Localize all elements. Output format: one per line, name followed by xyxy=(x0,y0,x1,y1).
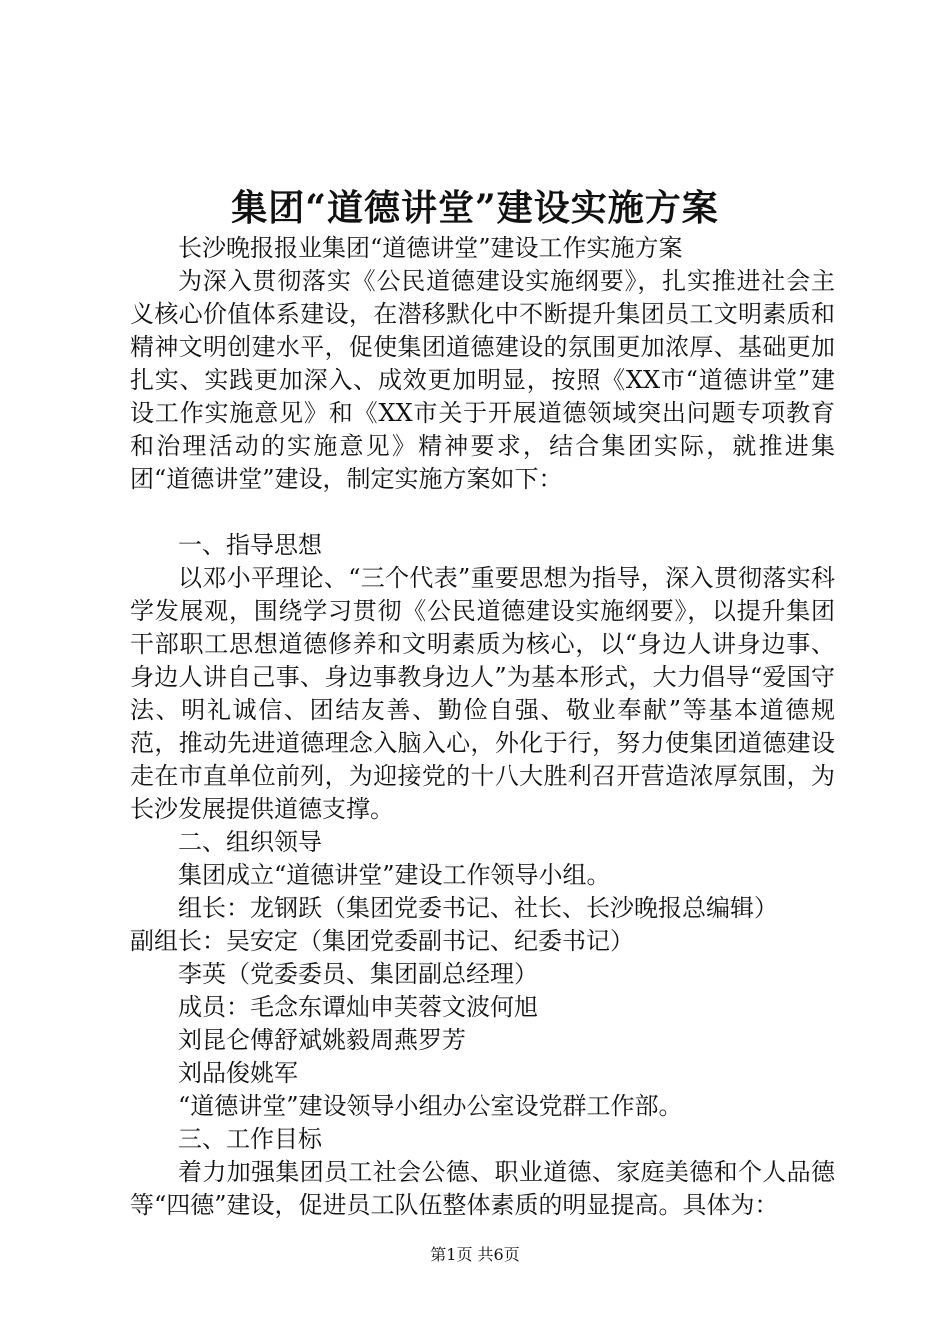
section-heading-organization: 二、组织领导 xyxy=(178,828,322,856)
document-body xyxy=(130,232,835,1222)
subtitle-paragraph: 长沙晚报报业集团“道德讲堂”建设工作实施方案 xyxy=(178,234,683,262)
members-line-2: 刘昆仑傅舒斌姚毅周燕罗芳 xyxy=(178,1026,466,1054)
leader-line: 组长：龙钢跃（集团党委书记、社长、长沙晚报总编辑） xyxy=(178,894,778,922)
goals-paragraph: 着力加强集团员工社会公德、职业道德、家庭美德和个人品德等“四德”建设，促进员工队伍整体素质的明显提高。具体为： xyxy=(130,1158,835,1219)
section-heading-goals: 三、工作目标 xyxy=(178,1125,322,1153)
deputy-leader-line: 副组长：吴安定（集团党委副书记、纪委书记） xyxy=(130,927,634,955)
section-heading-guiding-thought: 一、指导思想 xyxy=(178,531,322,559)
deputy-leader-line-2: 李英（党委委员、集团副总经理） xyxy=(178,960,538,988)
intro-paragraph: 为深入贯彻落实《公民道德建设实施纲要》，扎实推进社会主义核心价值体系建设，在潜移默化中不断提升集团员工文明素质和精神文明创建水平，促使集团道德建设的氛围更加浓厚、基础更加扎实、实践更加深入、成效更加明显，按照《XX市“道德讲堂”建设工作实施意见》和《XX市关于开展道德领域突出问题专项教育和治理活动的实施意见》精神要求，结合集团实际，就推进集团“道德讲堂”建设，制定实施方案如下： xyxy=(130,267,835,493)
page-number-footer: 第1页 共6页 xyxy=(430,1245,520,1264)
members-line-3: 刘品俊姚军 xyxy=(178,1059,298,1087)
paragraph-spacer xyxy=(130,496,835,529)
members-line-1: 成员：毛念东谭灿申芙蓉文波何旭 xyxy=(178,993,538,1021)
document-title: 集团“道德讲堂”建设实施方案 xyxy=(231,187,719,229)
guiding-thought-paragraph: 以邓小平理论、“三个代表”重要思想为指导，深入贯彻落实科学发展观，围绕学习贯彻《公民道德建设实施纲要》，以提升集团干部职工思想道德修养和文明素质为核心，以“身边人讲身边事、身边人讲自己事、身边事教身边人”为基本形式，大力倡导“爱国守法、明礼诚信、团结友善、勤俭自强、敬业奉献”等基本道德规范，推动先进道德理念入脑入心，外化于行，努力使集团道德建设走在市直单位前列，为迎接党的十八大胜利召开营造浓厚氛围，为长沙发展提供道德支撑。 xyxy=(130,564,835,823)
office-paragraph: “道德讲堂”建设领导小组办公室设党群工作部。 xyxy=(178,1092,683,1120)
organization-paragraph: 集团成立“道德讲堂”建设工作领导小组。 xyxy=(178,861,611,889)
